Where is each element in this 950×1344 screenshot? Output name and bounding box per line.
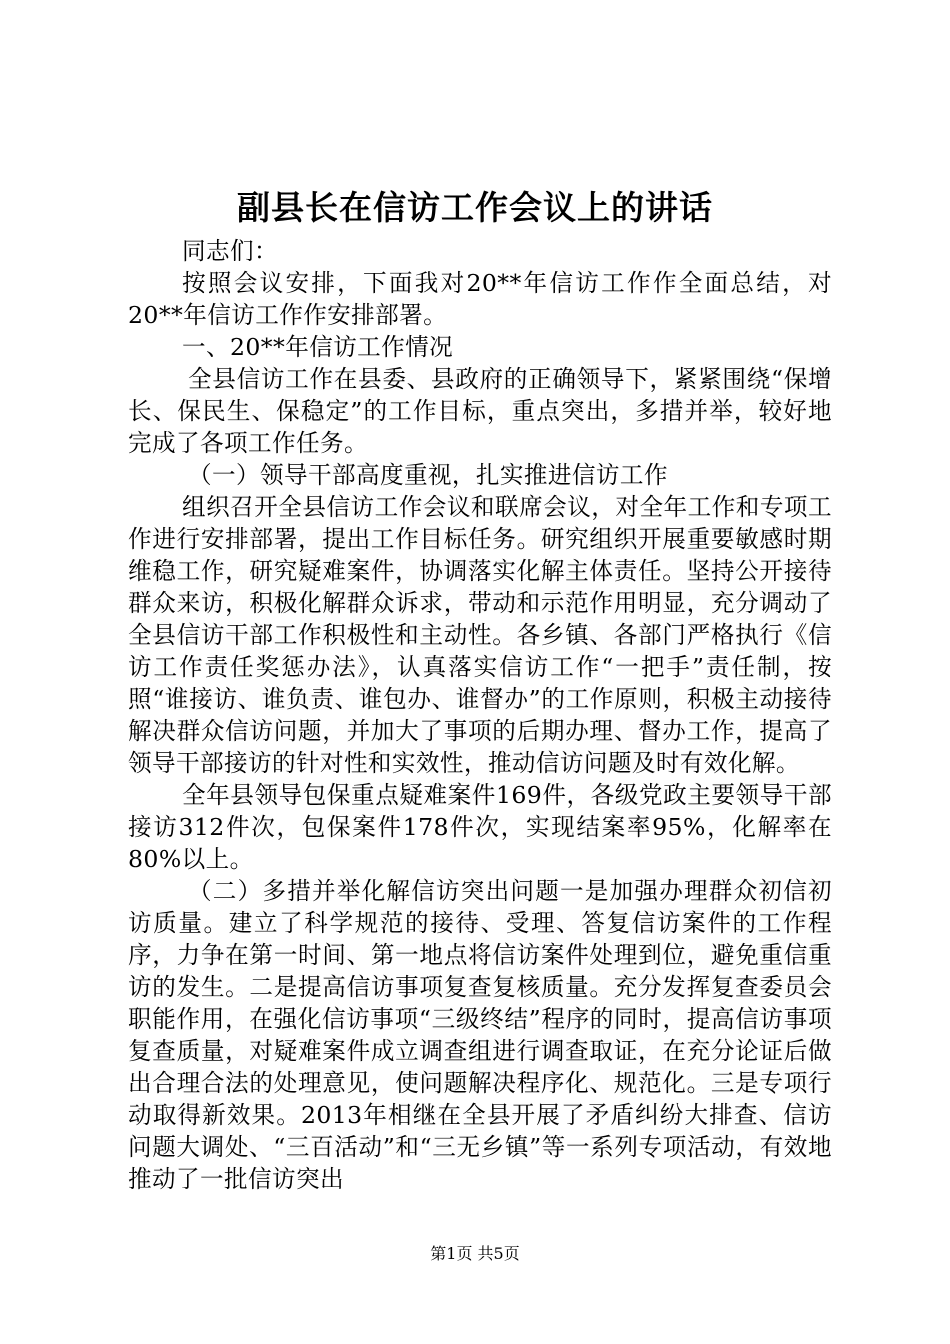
document-title: 副县长在信访工作会议上的讲话 bbox=[237, 188, 713, 227]
page-number: 第1页 共5页 bbox=[430, 1244, 520, 1263]
paragraph-leadership: 组织召开全县信访工作会议和联席会议，对全年工作和专项工作进行安排部署，提出工作目标任务。研究组织开展重要敏感时期维稳工作，研究疑难案件，协调落实化解主体责任。坚持公开接待群众来访，积极化解群众诉求，带动和示范作用明显，充分调动了全县信访干部工作积极性和主动性。各乡镇、各部门严格执行《信访工作责任奖惩办法》，认真落实信访工作“一把手”责任制，按照“谁接访、谁负责、谁包办、谁督办”的工作原则，积极主动接待解决群众信访问题，并加大了事项的后期办理、督办工作，提高了领导干部接访的针对性和实效性，推动信访问题及时有效化解。 bbox=[128, 493, 832, 777]
subsection-heading-1: （一）领导干部高度重视，扎实推进信访工作 bbox=[188, 461, 668, 489]
section-heading-1: 一、20**年信访工作情况 bbox=[182, 333, 454, 361]
paragraph-overview: 全县信访工作在县委、县政府的正确领导下，紧紧围绕“保增长、保民生、保稳定”的工作目标，重点突出，多措并举，较好地完成了各项工作任务。 bbox=[128, 365, 832, 457]
paragraph-statistics: 全年县领导包保重点疑难案件169件，各级党政主要领导干部接访312件次，包保案件178件次，实现结案率95%，化解率在80%以上。 bbox=[128, 781, 832, 873]
salutation: 同志们： bbox=[182, 237, 278, 265]
paragraph-intro: 按照会议安排，下面我对20**年信访工作作全面总结，对20**年信访工作作安排部署。 bbox=[128, 269, 832, 329]
paragraph-measures: （二）多措并举化解信访突出问题一是加强办理群众初信初访质量。建立了科学规范的接待、受理、答复信访案件的工作程序，力争在第一时间、第一地点将信访案件处理到位，避免重信重访的发生。二是提高信访事项复查复核质量。充分发挥复查委员会职能作用，在强化信访事项“三级终结”程序的同时，提高信访事项复查质量，对疑难案件成立调查组进行调查取证，在充分论证后做出合理合法的处理意见，使问题解决程序化、规范化。三是专项行动取得新效果。2013年相继在全县开展了矛盾纠纷大排查、信访问题大调处、“三百活动”和“三无乡镇”等一系列专项活动，有效地推动了一批信访突出 bbox=[128, 877, 832, 1193]
document-body bbox=[128, 235, 832, 1195]
